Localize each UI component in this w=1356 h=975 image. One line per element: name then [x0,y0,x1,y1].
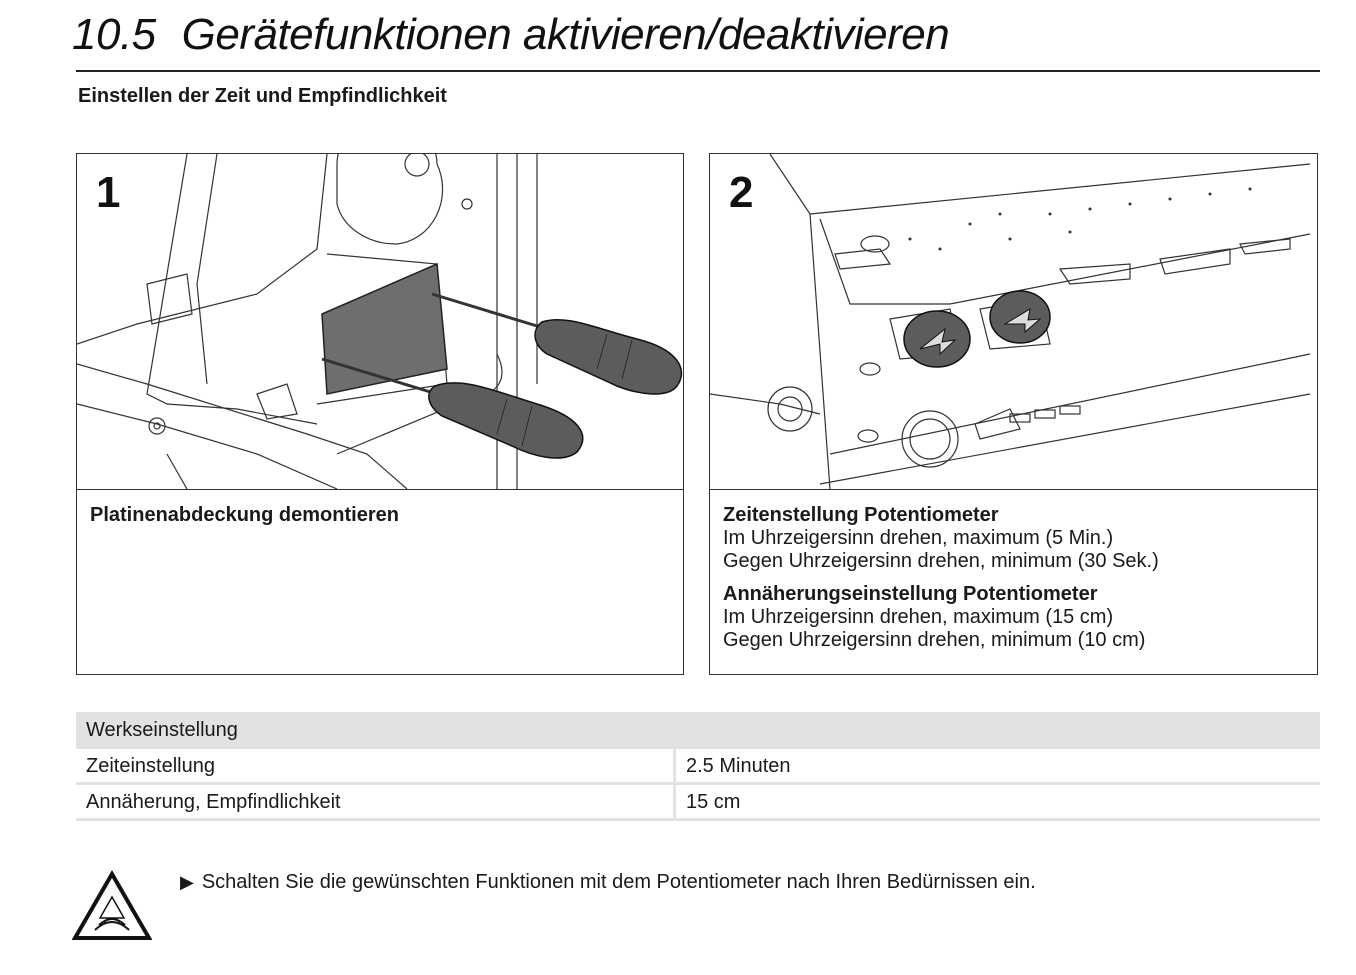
sensor-warning-icon [72,870,152,942]
step-caption [723,504,1305,652]
instruction-note [180,871,1036,894]
table-cell-label: Zeiteinstellung [76,749,676,782]
table-cell-label: Annäherung, Empfindlichkeit [76,785,676,818]
illustration-potentiometers [710,154,1317,490]
time-pot-line2: Gegen Uhrzeigersinn drehen, minimum (30 Sek.) [723,550,1159,572]
prox-pot-title: Annäherungseinstellung Potentiometer [723,583,1098,605]
table-row [76,749,1320,785]
heading-rule [76,70,1320,72]
step-number: 1 [96,168,121,217]
step-number: 2 [729,168,754,217]
potentiometer-illustration [710,154,1317,489]
section-heading [72,10,949,60]
step-caption [90,504,671,527]
subheading: Einstellen der Zeit und Empfindlichkeit [78,85,447,107]
prox-pot-line1: Im Uhrzeigersinn drehen, maximum (15 cm) [723,606,1114,628]
illustration-remove-cover [77,154,683,490]
screwdriver-illustration [77,154,683,489]
table-row [76,785,1320,821]
factory-settings-table [76,712,1320,821]
step-panel-2 [709,153,1318,675]
caption-title: Platinenabdeckung demontieren [90,504,399,526]
step-panel-1 [76,153,684,675]
prox-pot-line2: Gegen Uhrzeigersinn drehen, minimum (10 cm) [723,629,1146,651]
time-pot-line1: Im Uhrzeigersinn drehen, maximum (5 Min.) [723,527,1114,549]
section-number: 10.5 [72,10,156,59]
table-cell-value: 15 cm [686,791,741,813]
play-arrow-icon: ▶ [180,872,194,892]
note-text: Schalten Sie die gewünschten Funktionen mit dem Potentiometer nach Ihren Bedürnissen ein. [201,871,1036,893]
table-header: Werkseinstellung [76,712,1320,749]
section-title: Gerätefunktionen aktivieren/deaktivieren [181,10,950,59]
table-cell-value: 2.5 Minuten [686,755,791,777]
time-pot-title: Zeitenstellung Potentiometer [723,504,999,526]
